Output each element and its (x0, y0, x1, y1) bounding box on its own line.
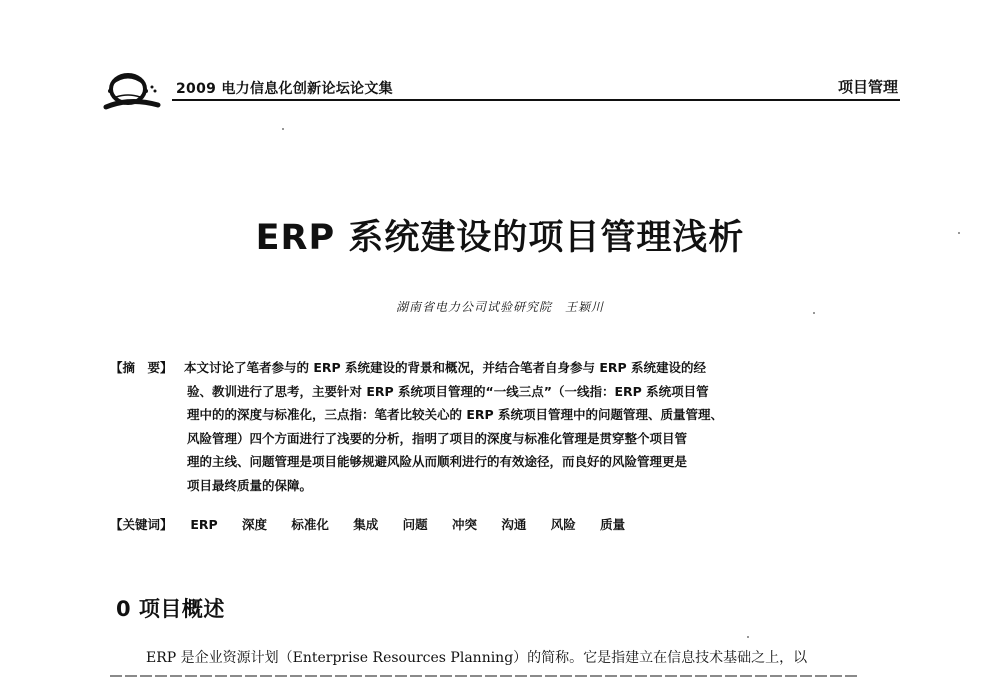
page-header (100, 62, 900, 114)
abstract-first-line (110, 356, 870, 380)
keyword: 问题 (402, 517, 428, 532)
abstract-line: 项目最终质量的保障。 (187, 477, 313, 493)
keyword: 质量 (600, 517, 626, 532)
keywords-row (110, 515, 645, 533)
body-paragraph-line: ERP 是企业资源计划（Enterprise Resources Planning）的简称。它是指建立在信息技术基础之上，以 (146, 650, 808, 666)
keyword: 风险 (550, 517, 576, 532)
abstract-line: 理的主线、问题管理是项目能够规避风险从而顺利进行的有效途径，而良好的风险管理更是 (187, 454, 688, 469)
keyword: ERP (190, 517, 218, 532)
abstract-block (110, 356, 870, 497)
keyword: 标准化 (291, 517, 329, 532)
section-label: 项目管理 (837, 78, 898, 96)
scan-speck (747, 636, 749, 638)
keyword: 沟通 (501, 517, 527, 532)
abstract-line: 风险管理）四个方面进行了浅要的分析，指明了项目的深度与标准化管理是贯穿整个项目管 (187, 430, 688, 446)
article-author: 湖南省电力公司试验研究院 王颖川 (395, 300, 604, 314)
keyword: 冲突 (452, 517, 478, 532)
abstract-line: 验、教训进行了思考，主要针对 ERP 系统项目管理的“一线三点”（一线指：ERP 系统项目管 (187, 383, 709, 399)
proceedings-title: 2009 电力信息化创新论坛论文集 (176, 81, 393, 97)
cropped-text-line (110, 672, 900, 677)
abstract-label: 【摘 要】 (110, 360, 173, 375)
abstract-line: 理中的的深度与标准化，三点指：笔者比较关心的 ERP 系统项目管理中的问题管理、质量管理、 (187, 407, 724, 422)
section-heading: 0 项目概述 (116, 597, 225, 621)
scan-speck (282, 128, 284, 130)
keywords-label: 【关键词】 (110, 517, 173, 532)
keyword: 深度 (242, 517, 268, 532)
conference-logo-icon (100, 67, 162, 113)
keyword: 集成 (353, 517, 379, 532)
header-divider (172, 99, 900, 101)
abstract-line: 本文讨论了笔者参与的 ERP 系统建设的背景和概况，并结合笔者自身参与 ERP 系统建设的经 (184, 360, 707, 375)
article-title: ERP 系统建设的项目管理浅析 (255, 218, 745, 258)
